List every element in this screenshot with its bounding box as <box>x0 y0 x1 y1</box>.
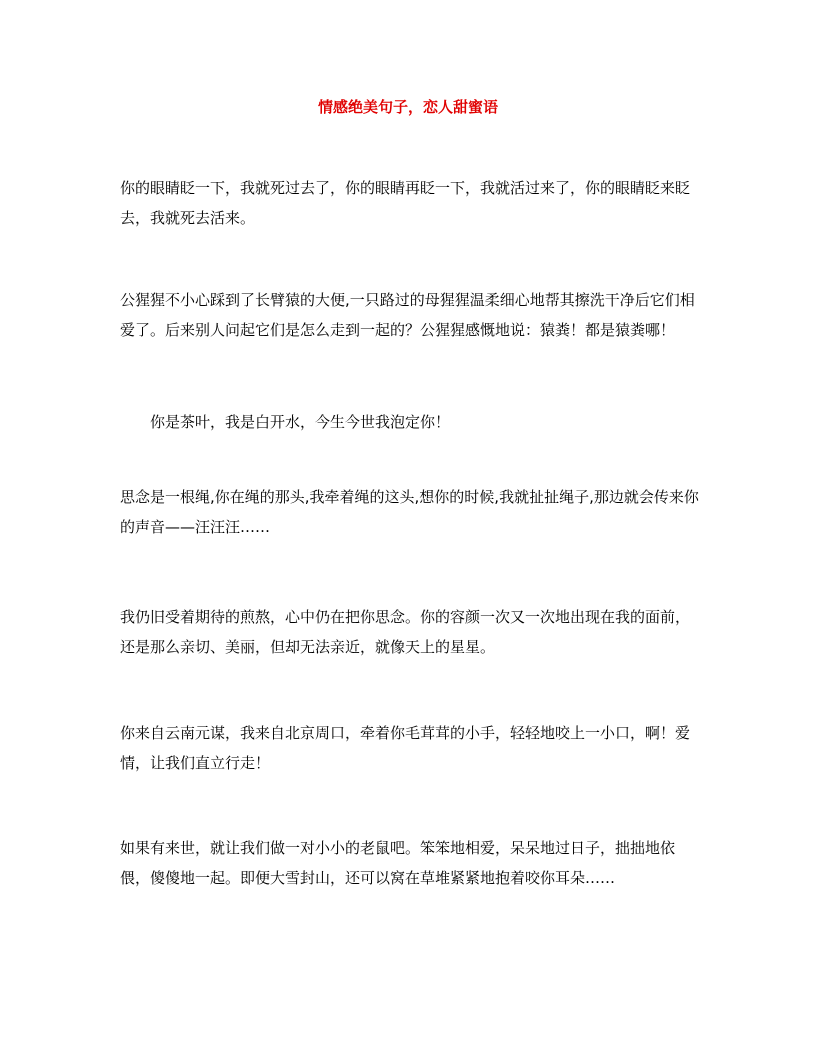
paragraph-3: 你是茶叶，我是白开水，今生今世我泡定你！ <box>150 413 451 431</box>
paragraph-6: 你来自云南元谋，我来自北京周口，牵着你毛茸茸的小手，轻轻地咬上一小口，啊！爱情，让我们直立行走！ <box>120 724 691 772</box>
paragraph-7: 如果有来世，就让我们做一对小小的老鼠吧。笨笨地相爱，呆呆地过日子，拙拙地依偎，傻傻地一起。即便大雪封山，还可以窝在草堆紧紧地抱着咬你耳朵…… <box>120 839 676 887</box>
paragraph-1: 你的眼睛眨一下，我就死过去了，你的眼睛再眨一下，我就活过来了，你的眼睛眨来眨去，我就死去活来。 <box>120 179 691 227</box>
paragraph-2: 公猩猩不小心踩到了长臂猿的大便,一只路过的母猩猩温柔细心地帮其擦洗干净后它们相爱了。后来别人问起它们是怎么走到一起的？公猩猩感慨地说：猿粪！都是猿粪哪！ <box>120 291 695 339</box>
document-title: 情感绝美句子，恋人甜蜜语 <box>317 98 498 116</box>
paragraph-5: 我仍旧受着期待的煎熬，心中仍在把你思念。你的容颜一次又一次地出现在我的面前，还是那么亲切、美丽，但却无法亲近，就像天上的星星。 <box>120 608 691 656</box>
paragraph-4: 思念是一根绳,你在绳的那头,我牵着绳的这头,想你的时候,我就扯扯绳子,那边就会传来你的声音——汪汪汪…… <box>120 488 699 536</box>
